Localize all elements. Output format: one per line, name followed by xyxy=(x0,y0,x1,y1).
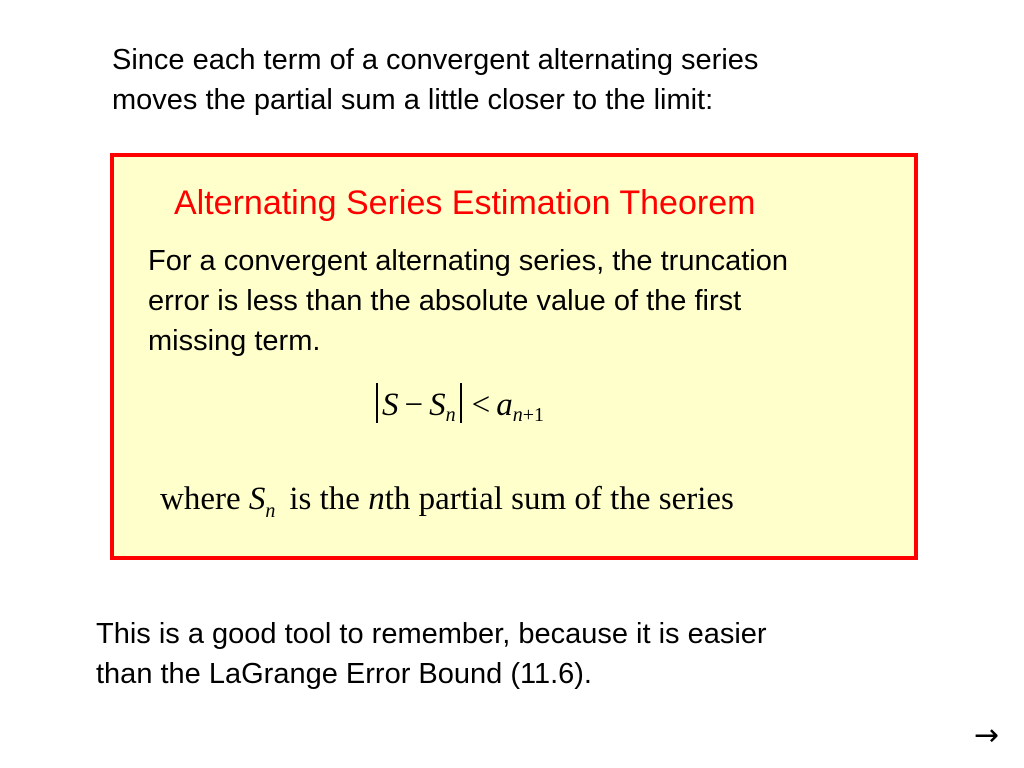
theorem-body xyxy=(148,241,918,361)
theorem-body-line-1: For a convergent alternating series, the truncation xyxy=(148,245,788,277)
theorem-body-line-2: error is less than the absolute value of the first xyxy=(148,285,742,317)
formula-sub-n1: n+1 xyxy=(512,404,545,426)
formula-S: S xyxy=(382,387,399,423)
caption-rest: th partial sum of the series xyxy=(384,481,734,517)
formula-minus: − xyxy=(404,387,424,423)
theorem-box xyxy=(110,153,918,560)
formula-S-n: S xyxy=(429,387,446,423)
theorem-body-line-3: missing term. xyxy=(148,325,321,357)
intro-text xyxy=(112,40,912,120)
intro-line-1: Since each term of a convergent alternating series xyxy=(112,44,759,76)
formula-less-than: < xyxy=(471,387,491,423)
partial-sum-caption xyxy=(160,475,734,523)
intro-line-2: moves the partial sum a little closer to the limit: xyxy=(112,84,714,116)
right-arrow-icon[interactable]: → xyxy=(974,718,1000,753)
closing-text xyxy=(96,614,946,694)
caption-sub-n: n xyxy=(265,500,276,522)
caption-is-the: is the xyxy=(289,481,360,517)
formula-a: a xyxy=(496,387,513,423)
caption-n: n xyxy=(368,481,385,517)
error-bound-formula xyxy=(372,383,544,427)
abs-bar-left xyxy=(376,383,378,423)
abs-bar-right xyxy=(460,383,462,423)
caption-S: S xyxy=(248,481,266,517)
caption-where: where xyxy=(160,481,241,517)
closing-line-1: This is a good tool to remember, because it is easier xyxy=(96,618,767,650)
theorem-title: Alternating Series Estimation Theorem xyxy=(174,184,756,222)
closing-line-2: than the LaGrange Error Bound (11.6). xyxy=(96,658,592,690)
formula-sub-n: n xyxy=(445,404,456,426)
